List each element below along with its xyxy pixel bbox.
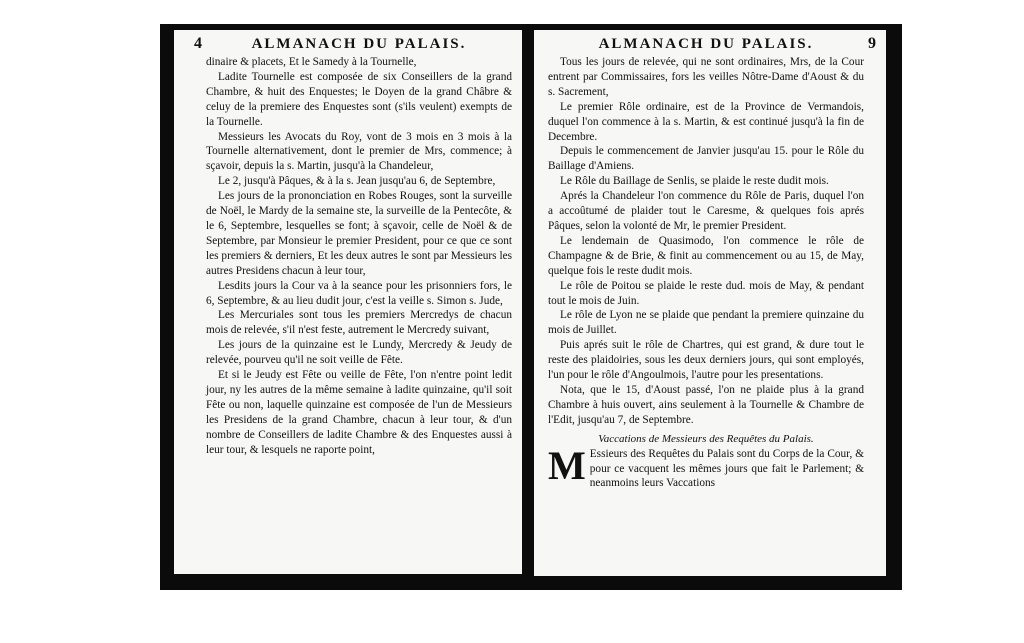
paragraph: Aprés la Chandeleur l'on commence du Rôle de Paris, duquel l'on a accoûtumé de plaider tout le Caresme, & quelques fois aprés Pâques, selon la volonté de Mr, le premier President. [548,190,864,232]
right-page [534,30,886,576]
paragraph: Les jours de la prononciation en Robes Rouges, sont la surveille de Noël, le Mardy de la semaine ste, la surveille de la Pentecôte, & le 6, Septembre, lesquelles se font; à sçavoir, celle de Noël & de Septembre, par Monsieur le premier President, pour ce que ce sont les premiers & derniers, Et les deux autres le sont par Messieurs les autres Presidens chacun à leur tour, [206,190,512,277]
left-page-number: 4 [194,35,204,52]
paragraph: Puis aprés suit le rôle de Chartres, qui est grand, & dure tout le reste des plaidoiries, sous les deux derniers jours, qui sont employés, l'un pour le rôle d'Angoulmois, l'autre pour les presentations. [548,339,864,382]
paragraph: Et si le Jeudy est Fête ou veille de Fête, l'on n'entre point ledit jour, ny les autres de la même semaine à ladite quinzaine, qu'il soit Fête ou non, laquelle quinzaine est composée de l'un de Messieurs les Presidens de la grand Chambre, chacun à leur tour, & d'un nombre de Conseillers de ladite Chambre & des Enquestes aussi à leur tour, & lesquels ne raporte point, [206,369,512,456]
left-page-body [206,55,512,457]
left-running-head [194,34,512,54]
dropcap-letter: M [548,442,586,488]
right-page-number: 9 [868,35,878,52]
paragraph: Lesdits jours la Cour va à la seance pour les prisonniers fors, le 6, Septembre, & au lieu dudit jour, c'est la veille s. Simon s. Jude, [206,279,512,307]
open-book [160,24,902,590]
paragraph: Messieurs les Avocats du Roy, vont de 3 mois en 3 mois à la Tournelle alternativement, dont le premier de Mrs, commence; à sçavoir, depuis la s. Martin, jusqu'à la Chandeleur, [206,130,512,173]
paragraph: Le rôle de Poitou se plaide le reste dud. mois de May, & pendant tout le mois de Juin. [548,279,864,307]
paragraph: Le Rôle du Baillage de Senlis, se plaide le reste dudit mois. [560,175,829,188]
right-page-body [548,55,864,428]
paragraph: Les Mercuriales sont tous les premiers Mercredys de chacun mois de relevée, s'il n'est feste, autrement le Mercredy suivant, [206,309,512,337]
paragraph: Le rôle de Lyon ne se plaide que pendant la premiere quinzaine du mois de Juillet. [548,309,864,337]
paragraph: Le premier Rôle ordinaire, est de la Province de Vermandois, duquel l'on commence à la s. Martin, & est continué jusqu'à la fin de Decembre. [548,100,864,143]
paragraph: Le 2, jusqu'à Pâques, & à la s. Jean jusqu'au 6, de Septembre, [218,175,496,188]
dropcap-text: Essieurs des Requêtes du Palais sont du Corps de la Cour, & pour ce vacquent les mêmes jours que fait le Parlement; & neanmoins leurs Vaccations [589,447,864,490]
book-gutter [522,24,534,590]
paragraph: Nota, que le 15, d'Aoust passé, l'on ne plaide plus à la grand Chambre à huis ouvert, ains seulement à la Tournelle & Chambre de l'Edit, jusqu'au 7, de Septembre. [548,383,864,426]
right-running-head-title: ALMANACH DU PALAIS. [598,36,814,52]
paragraph: Le lendemain de Quasimodo, l'on commence le rôle de Champagne & de Brie, & finit au commencement ou au 15, de May, quelque fois le reste dudit mois. [548,234,864,277]
left-page [174,30,522,574]
dropcap-paragraph [548,442,864,492]
paragraph: Tous les jours de relevée, qui ne sont ordinaires, Mrs, de la Cour entrent par Commissaires, fors les veilles Nôtre-Dame d'Aoust & du s. Sacrement, [548,56,864,98]
paragraph: Les jours de la quinzaine est le Lundy, Mercredy & Jeudy de relevée, pourveu qu'il ne soit veille de Fête. [206,339,512,367]
section-heading: Vaccations de Messieurs des Requêtes du Palais. [598,432,814,445]
right-running-head [548,34,878,54]
paragraph: dinaire & placets, Et le Samedy à la Tournelle, [206,56,417,68]
paragraph: Depuis le commencement de Janvier jusqu'au 15. pour le Rôle du Baillage d'Amiens. [548,145,864,173]
paragraph: Ladite Tournelle est composée de six Conseillers de la grand Chambre, & huit des Enquestes; le Doyen de la grand Châbre & celuy de la premiere des Enquestes sont (s'ils veulent) exempts de la Tournelle. [206,70,512,128]
left-running-head-title: ALMANACH DU PALAIS. [251,36,467,52]
